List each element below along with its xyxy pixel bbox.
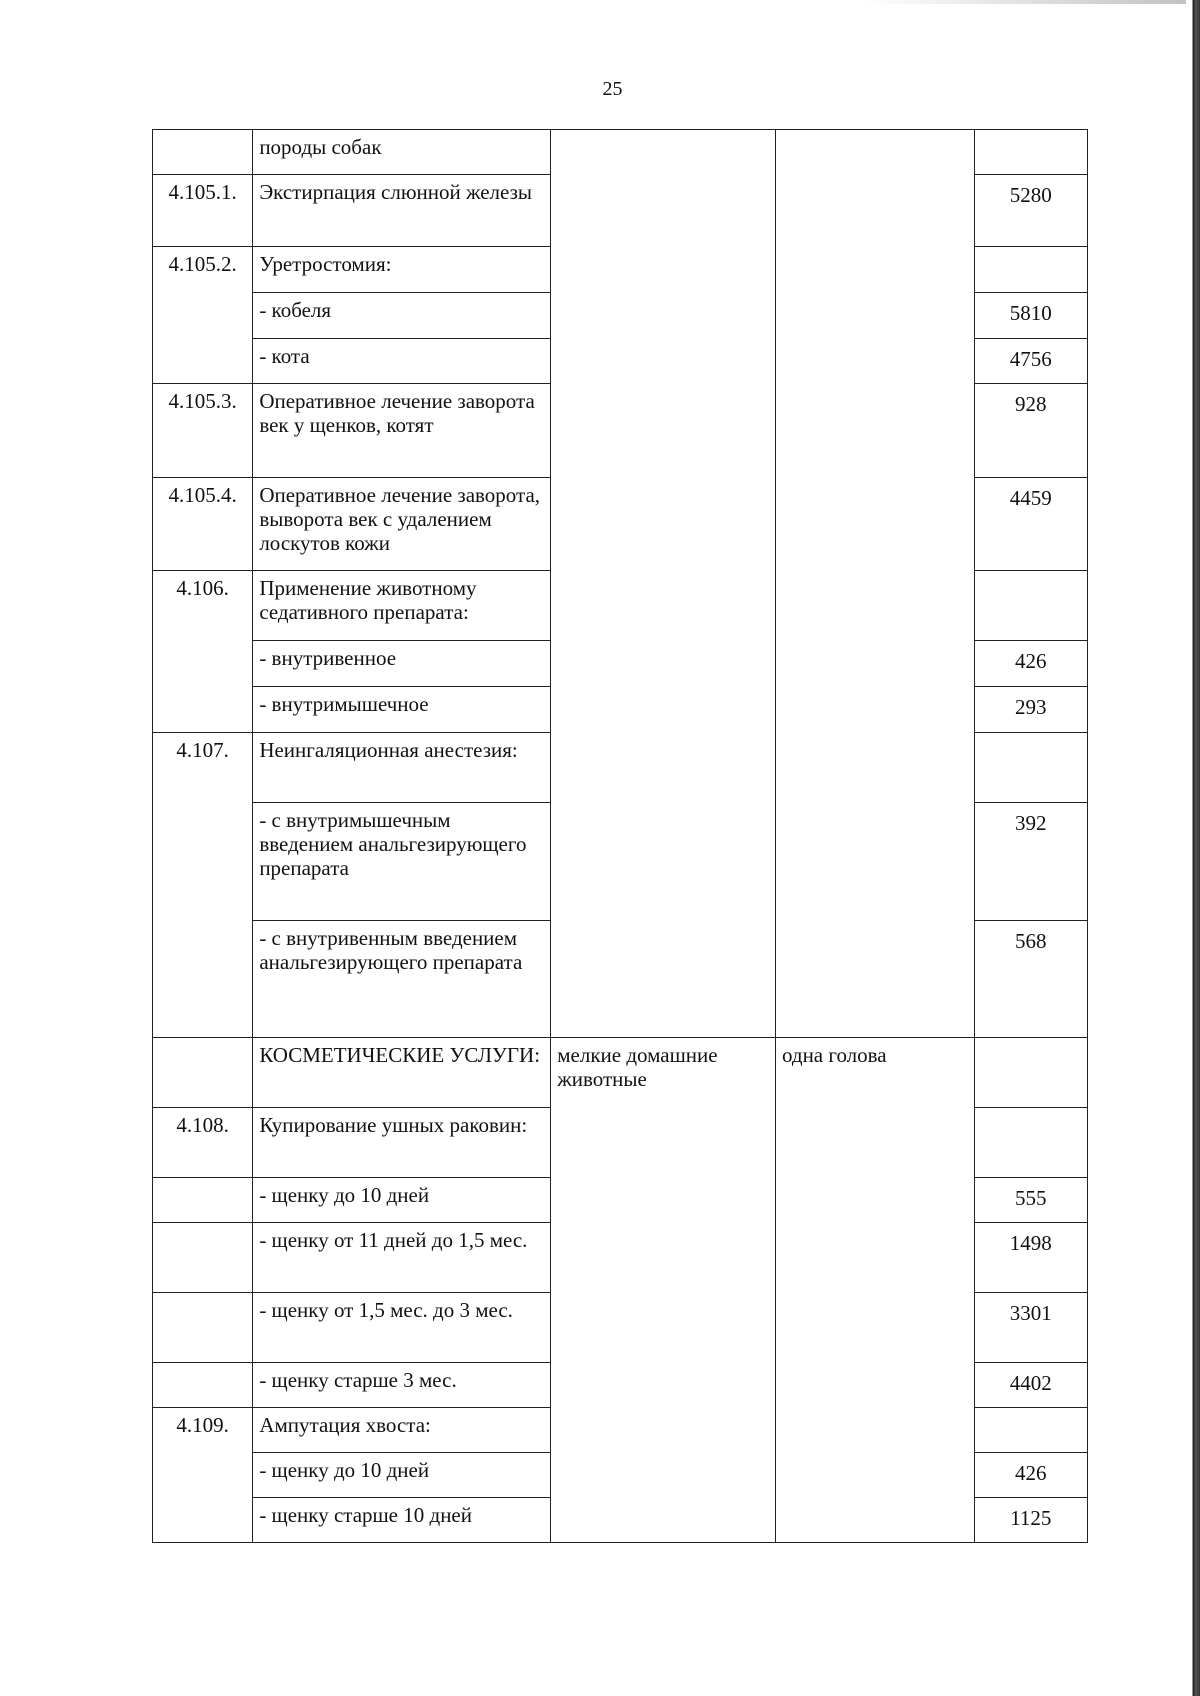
unit-cell [775,130,974,1038]
table-row [153,130,1088,175]
service-name: - внутримышечное [253,687,551,733]
row-number [153,1038,253,1108]
price: 928 [974,384,1087,478]
price [974,247,1087,293]
row-number [153,1293,253,1363]
service-name: - щенку старше 10 дней [253,1498,551,1543]
price: 426 [974,641,1087,687]
price [974,1038,1087,1108]
price: 3301 [974,1293,1087,1363]
price-table [152,129,1088,1543]
price: 1498 [974,1223,1087,1293]
row-number: 4.105.3. [153,384,253,478]
service-name: - щенку до 10 дней [253,1178,551,1223]
service-name: - внутривенное [253,641,551,687]
service-name: - щенку от 11 дней до 1,5 мес. [253,1223,551,1293]
price [974,571,1087,641]
section-title: КОСМЕТИЧЕСКИЕ УСЛУГИ: [253,1038,551,1108]
price: 392 [974,803,1087,921]
service-name: Ампутация хвоста: [253,1408,551,1453]
row-number: 4.106. [153,571,253,733]
price [974,733,1087,803]
service-name: Оперативное лечение заворота век у щенков, котят [253,384,551,478]
price: 293 [974,687,1087,733]
price: 426 [974,1453,1087,1498]
service-name: - щенку до 10 дней [253,1453,551,1498]
service-name: Уретростомия: [253,247,551,293]
row-number [153,1363,253,1408]
price [974,1408,1087,1453]
row-number [153,1178,253,1223]
price: 555 [974,1178,1087,1223]
animal-type: мелкие домашние животные [551,1038,776,1543]
unit: одна голова [775,1038,974,1543]
row-number: 4.108. [153,1108,253,1178]
price: 5280 [974,175,1087,247]
row-number: 4.105.4. [153,478,253,571]
service-name: породы собак [253,130,551,175]
service-name: - с внутримышечным введением анальгезирующего препарата [253,803,551,921]
price: 1125 [974,1498,1087,1543]
page-number: 25 [602,78,623,100]
service-name: Неингаляционная анестезия: [253,733,551,803]
service-name: Купирование ушных раковин: [253,1108,551,1178]
service-name: - щенку старше 3 мес. [253,1363,551,1408]
row-number: 4.105.1. [153,175,253,247]
scan-artifact [860,0,1200,4]
service-name: Применение животному седативного препарата: [253,571,551,641]
price: 4756 [974,339,1087,384]
table-row [153,1038,1088,1108]
service-name: - кота [253,339,551,384]
service-name: - кобеля [253,293,551,339]
scan-edge [1186,0,1200,1696]
service-name: - с внутривенным введением анальгезирующего препарата [253,921,551,1038]
row-number [153,1223,253,1293]
service-name: Оперативное лечение заворота, выворота век с удалением лоскутов кожи [253,478,551,571]
row-number [153,130,253,175]
row-number: 4.107. [153,733,253,1038]
price: 4459 [974,478,1087,571]
price [974,1108,1087,1178]
animal-type-cell [551,130,776,1038]
service-name: Экстирпация слюнной железы [253,175,551,247]
price: 568 [974,921,1087,1038]
row-number: 4.105.2. [153,247,253,384]
price: 4402 [974,1363,1087,1408]
service-name: - щенку от 1,5 мес. до 3 мес. [253,1293,551,1363]
price [974,130,1087,175]
price: 5810 [974,293,1087,339]
row-number: 4.109. [153,1408,253,1543]
